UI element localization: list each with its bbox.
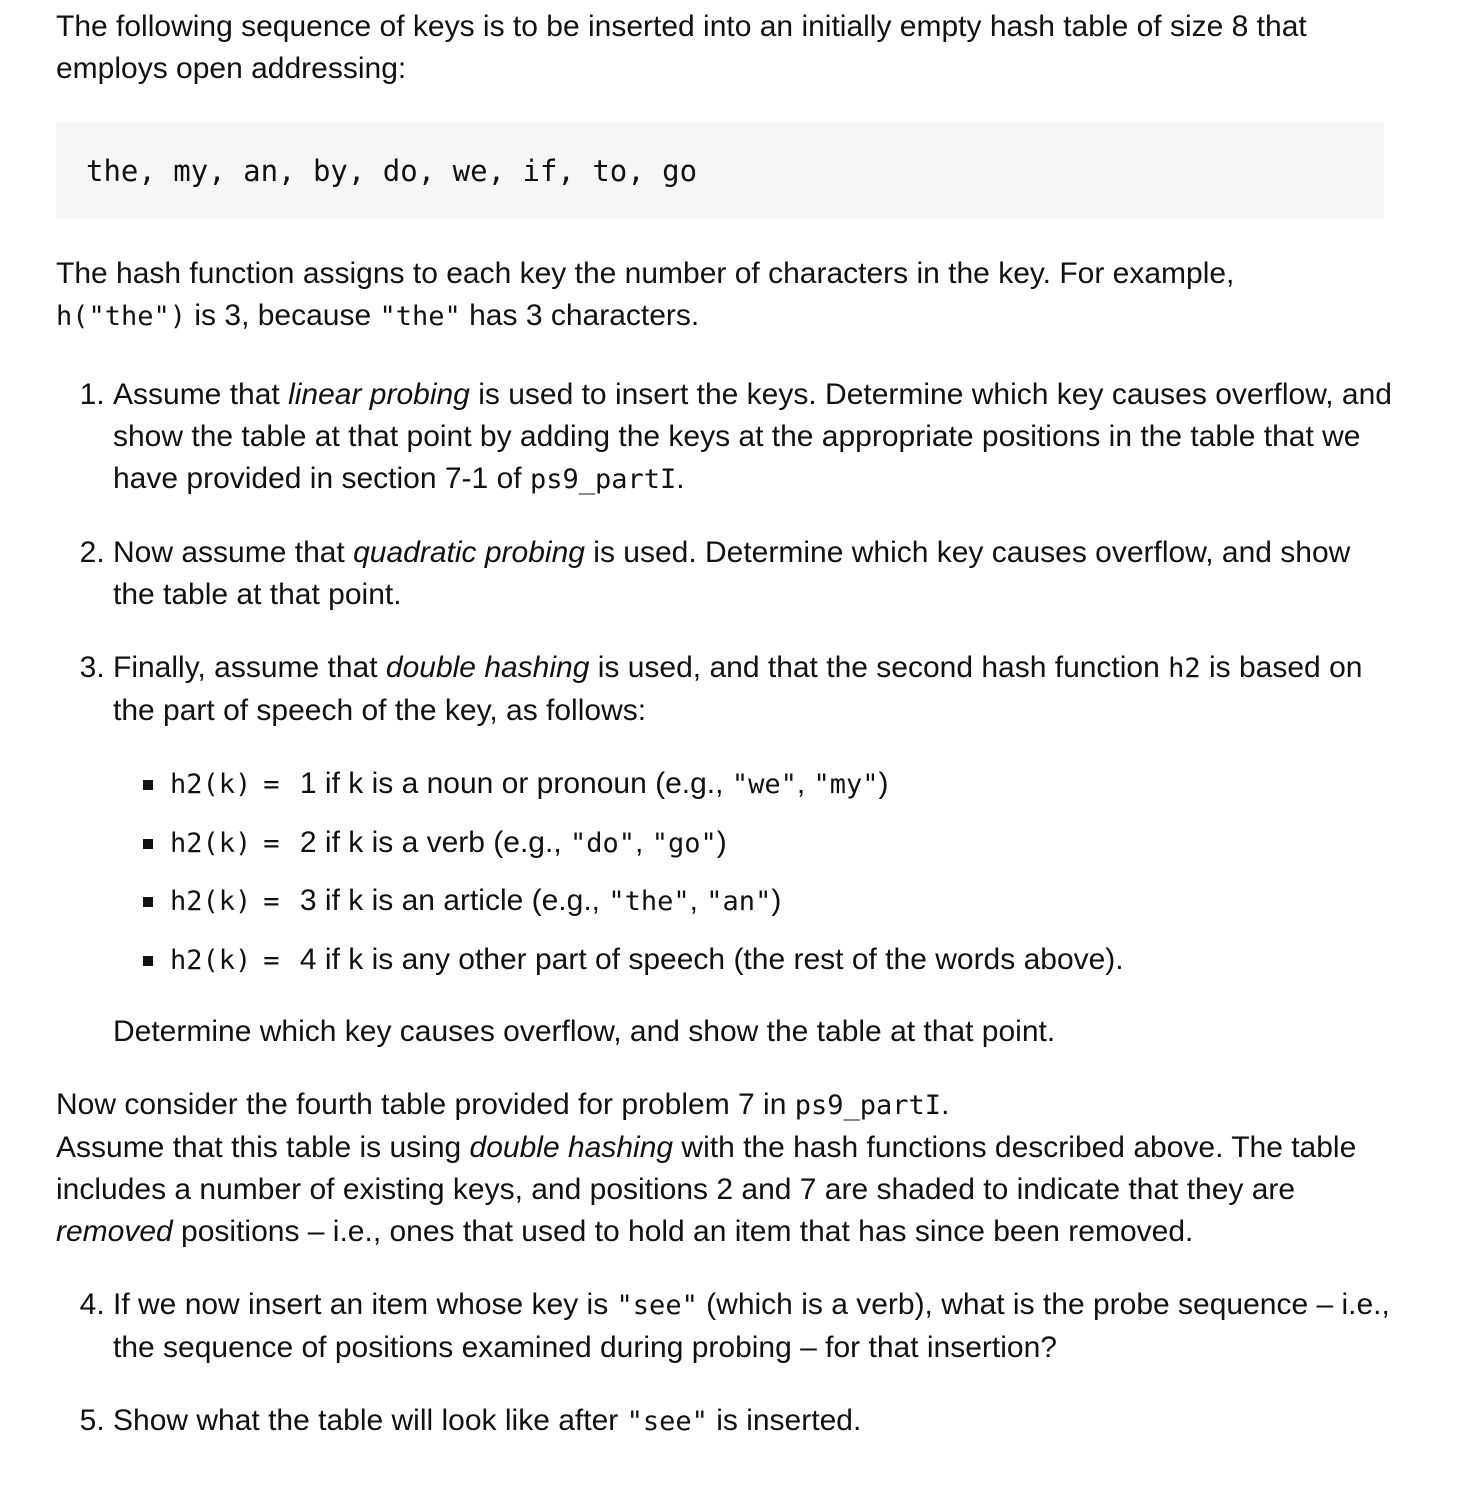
see-key-code: "see" xyxy=(616,1289,698,1321)
bullet-square-icon xyxy=(143,956,153,966)
double-hashing-term-2: double hashing xyxy=(469,1130,674,1164)
see-key-code-2: "see" xyxy=(626,1405,708,1437)
bullet-square-icon xyxy=(143,780,153,790)
document-body xyxy=(56,6,1396,1474)
h2-rule-article: h2(k) = 3 if k is an article (e.g., "the", "an") xyxy=(143,880,1396,923)
ps9-parti-code: ps9_partI xyxy=(529,464,677,495)
hash-function-paragraph xyxy=(56,253,1396,338)
keys-code-block: the, my, an, by, do, we, if, to, go xyxy=(56,122,1384,218)
question-2: 2. Now assume that quadratic probing is used. Determine which key causes overflow, and show the table at that point. xyxy=(113,532,1396,616)
bullet-square-icon xyxy=(143,839,153,849)
questions-list-a xyxy=(56,374,1396,1053)
question-3-closing: Determine which key causes overflow, and show the table at that point. xyxy=(113,1014,1056,1048)
linear-probing-term: linear probing xyxy=(288,378,470,411)
question-5: 5. Show what the table will look like after "see" is inserted. xyxy=(113,1400,1396,1443)
h2-rules-list xyxy=(113,763,1396,982)
h2-code: h2 xyxy=(1168,653,1201,684)
h2-rule-other: h2(k) = 4 if k is any other part of speech (the rest of the words above). xyxy=(143,939,1396,982)
fourth-table-paragraph: Now consider the fourth table provided for problem 7 in ps9_partI. Assume that this table is using double hashing with the hash functions described above. The table includes a number of existing keys, and positions 2 and 7 are shaded to indicate that they are removed positions – i.e., ones that used to hold an item that has since been removed. xyxy=(56,1087,1357,1248)
question-1: 1. Assume that linear probing is used to insert the keys. Determine which key causes overflow, and show the table at that point by adding the keys at the appropriate positions in the table that we have provided in section 7-1 of ps9_partI. xyxy=(113,374,1396,501)
questions-list-b xyxy=(56,1284,1396,1443)
question-3: 3. Finally, assume that double hashing is used, and that the second hash function h2 is based on the part of speech of the key, as follows: h2(k) = 1 if k is a noun or pronoun (e.g., "we", "my") h2(k) = 2 if k is a verb (e.g., "do", "go") h2(k) = 3 if k is an article (e.g., "the", "an") h2(k) = 4 if k is any other part of speech (the rest of the words above). Determine which key causes overflow, and show the table at that point. xyxy=(113,647,1396,1053)
removed-term: removed xyxy=(56,1214,173,1248)
intro-paragraph: The following sequence of keys is to be inserted into an initially empty hash table of size 8 that employs open addressing: xyxy=(56,10,1307,85)
h2-rule-verb: h2(k) = 2 if k is a verb (e.g., "do", "go") xyxy=(143,822,1396,865)
question-4: 4. If we now insert an item whose key is "see" (which is a verb), what is the probe sequence – i.e., the sequence of positions examined during probing – for that insertion? xyxy=(113,1284,1396,1369)
double-hashing-term: double hashing xyxy=(385,651,590,684)
hash-text-2: is 3, because xyxy=(186,299,380,332)
hash-text-3: has 3 characters. xyxy=(460,299,700,332)
h2-rule-noun: h2(k) = 1 if k is a noun or pronoun (e.g., "we", "my") xyxy=(143,763,1396,806)
ps9-parti-code-2: ps9_partI xyxy=(794,1089,942,1121)
hash-example-code: h("the") xyxy=(56,301,187,332)
hash-text-1: The hash function assigns to each key the number of characters in the key. For example, xyxy=(56,257,1235,290)
bullet-square-icon xyxy=(143,897,153,907)
hash-example-key: "the" xyxy=(379,301,461,332)
quadratic-probing-term: quadratic probing xyxy=(353,536,585,569)
